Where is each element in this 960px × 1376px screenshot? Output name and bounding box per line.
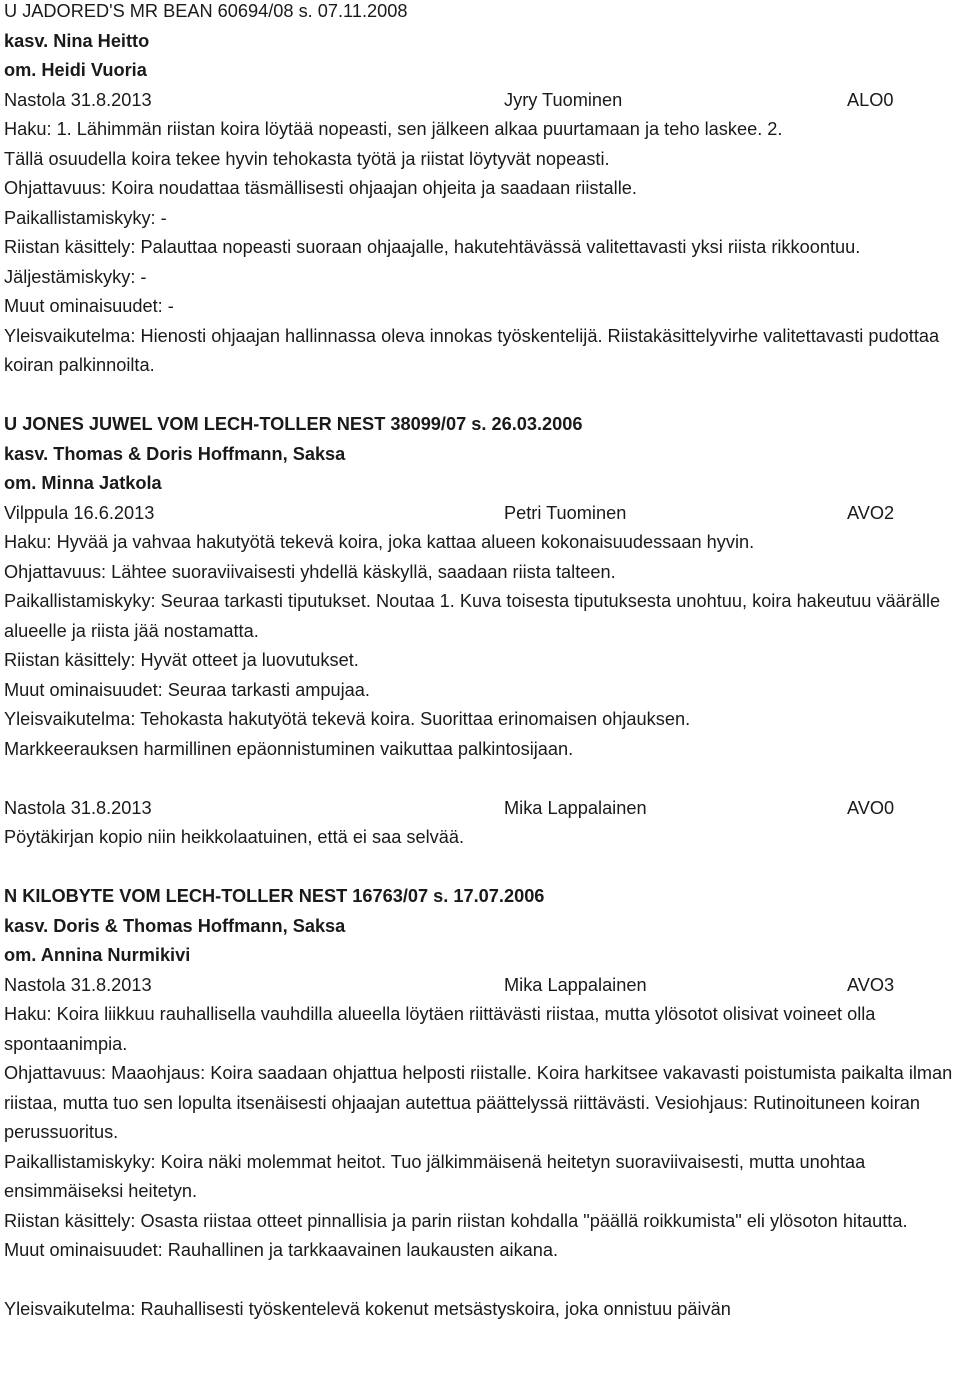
dog2-trial2-place: Nastola 31.8.2013 (4, 797, 152, 818)
dog2-trial-judge: Petri Tuominen (504, 502, 627, 523)
dog1-yleisvaikutelma: Yleisvaikutelma: Hienosti ohjaajan hallinnassa oleva innokas työskentelijä. Riistakäsittelyvirhe valitettavasti pudottaa koiran palkinnoilta. (4, 325, 940, 375)
spacer (4, 381, 956, 411)
dog1-trial-result: ALO0 (847, 89, 894, 110)
dog3-title: N KILOBYTE VOM LECH-TOLLER NEST 16763/07 s. 17.07.2006 (4, 886, 545, 906)
dog3-haku: Haku: Koira liikkuu rauhallisella vauhdilla alueella löytäen riittävästi riistaa, mutta ylösotot olisivat voineet olla spontaanimpia. (4, 1004, 876, 1054)
dog1-riistan-kasittely: Riistan käsittely: Palauttaa nopeasti suoraan ohjaajalle, hakutehtävässä valitettavasti yksi riista rikkoontuu. (4, 237, 861, 257)
dog2-note: Pöytäkirjan kopio niin heikkolaatuinen, että ei saa selvää. (4, 827, 465, 847)
dog3-trial-result: AVO3 (847, 974, 895, 995)
dog2-trial2-row (4, 794, 956, 824)
dog3-trial-place: Nastola 31.8.2013 (4, 974, 152, 995)
dog1-trial-row (4, 86, 956, 116)
dog2-trial-result: AVO2 (847, 502, 895, 523)
dog1-haku: Haku: 1. Lähimmän riistan koira löytää nopeasti, sen jälkeen alkaa puurtamaan ja teho laskee. 2. (4, 119, 783, 139)
dog3-yleisvaikutelma: Yleisvaikutelma: Rauhallisesti työskentelevä kokenut metsästyskoira, joka onnistuu päivän (4, 1299, 731, 1319)
dog1-title: U JADORED'S MR BEAN 60694/08 s. 07.11.2008 (4, 1, 408, 21)
dog1-jaljestamiskyky: Jäljestämiskyky: - (4, 266, 147, 287)
dog3-ohjattavuus: Ohjattavuus: Maaohjaus: Koira saadaan ohjattua helposti riistalle. Koira harkitsee vakavasti poistumista paikalta ilman riistaa, mutta tuo sen lopulta itsenäisesti ohjaajan autettua päättelyssä riittävästi. Vesiohjaus: Rutinoituneen koiran perussuoritus. (4, 1063, 953, 1142)
dog2-title: U JONES JUWEL VOM LECH-TOLLER NEST 38099/07 s. 26.03.2006 (4, 414, 583, 434)
dog1-breeder: kasv. Nina Heitto (4, 30, 150, 51)
spacer (4, 1266, 956, 1296)
dog2-riistan-kasittely: Riistan käsittely: Hyvät otteet ja luovutukset. (4, 650, 359, 670)
dog3-muut: Muut ominaisuudet: Rauhallinen ja tarkkaavainen laukausten aikana. (4, 1240, 559, 1260)
dog2-muut: Muut ominaisuudet: Seuraa tarkasti ampujaa. (4, 679, 370, 700)
dog1-ohjattavuus: Ohjattavuus: Koira noudattaa täsmällisesti ohjaajan ohjeita ja saadaan riistalle. (4, 178, 637, 198)
spacer (4, 853, 956, 883)
dog2-breeder: kasv. Thomas & Doris Hoffmann, Saksa (4, 443, 346, 464)
dog1-haku2: Tällä osuudella koira tekee hyvin tehokasta työtä ja riistat löytyvät nopeasti. (4, 148, 610, 169)
dog1-trial-place: Nastola 31.8.2013 (4, 89, 152, 110)
dog1-muut: Muut ominaisuudet: - (4, 296, 174, 316)
dog3-paikallistamiskyky: Paikallistamiskyky: Koira näki molemmat heitot. Tuo jälkimmäisenä heitetyn suoraviivaisesti, mutta unohtaa ensimmäiseksi heitetyn. (4, 1151, 866, 1201)
dog3-riistan-kasittely: Riistan käsittely: Osasta riistaa otteet pinnallisia ja parin riistan kohdalla "päällä roikkumista" eli ylösoton hitautta. (4, 1210, 908, 1231)
dog2-trial2-result: AVO0 (847, 797, 895, 818)
dog2-paikallistamiskyky: Paikallistamiskyky: Seuraa tarkasti tiputukset. Noutaa 1. Kuva toisesta tiputuksesta unohtuu, koira hakeutuu väärälle alueelle ja riista jää nostamatta. (4, 591, 941, 641)
dog1-paikallistamiskyky: Paikallistamiskyky: - (4, 207, 167, 228)
dog3-breeder: kasv. Doris & Thomas Hoffmann, Saksa (4, 915, 346, 936)
dog2-owner: om. Minna Jatkola (4, 473, 162, 493)
dog2-trial-row (4, 499, 956, 529)
dog2-trial-place: Vilppula 16.6.2013 (4, 502, 155, 523)
dog1-owner: om. Heidi Vuoria (4, 60, 147, 80)
dog2-ohjattavuus: Ohjattavuus: Lähtee suoraviivaisesti yhdellä käskyllä, saadaan riista talteen. (4, 561, 616, 582)
spacer (4, 764, 956, 794)
dog2-yleisvaikutelma: Yleisvaikutelma: Tehokasta hakutyötä tekevä koira. Suorittaa erinomaisen ohjauksen. (4, 709, 691, 729)
dog2-trial2-judge: Mika Lappalainen (504, 797, 647, 818)
dog2-haku: Haku: Hyvää ja vahvaa hakutyötä tekevä koira, joka kattaa alueen kokonaisuudessaan hyvin. (4, 532, 755, 552)
dog3-owner: om. Annina Nurmikivi (4, 945, 191, 965)
dog1-trial-judge: Jyry Tuominen (504, 89, 623, 110)
dog3-trial-judge: Mika Lappalainen (504, 974, 647, 995)
dog2-yleisvaikutelma-2: Markkeerauksen harmillinen epäonnistuminen vaikuttaa palkintosijaan. (4, 738, 574, 759)
dog3-trial-row (4, 971, 956, 1001)
